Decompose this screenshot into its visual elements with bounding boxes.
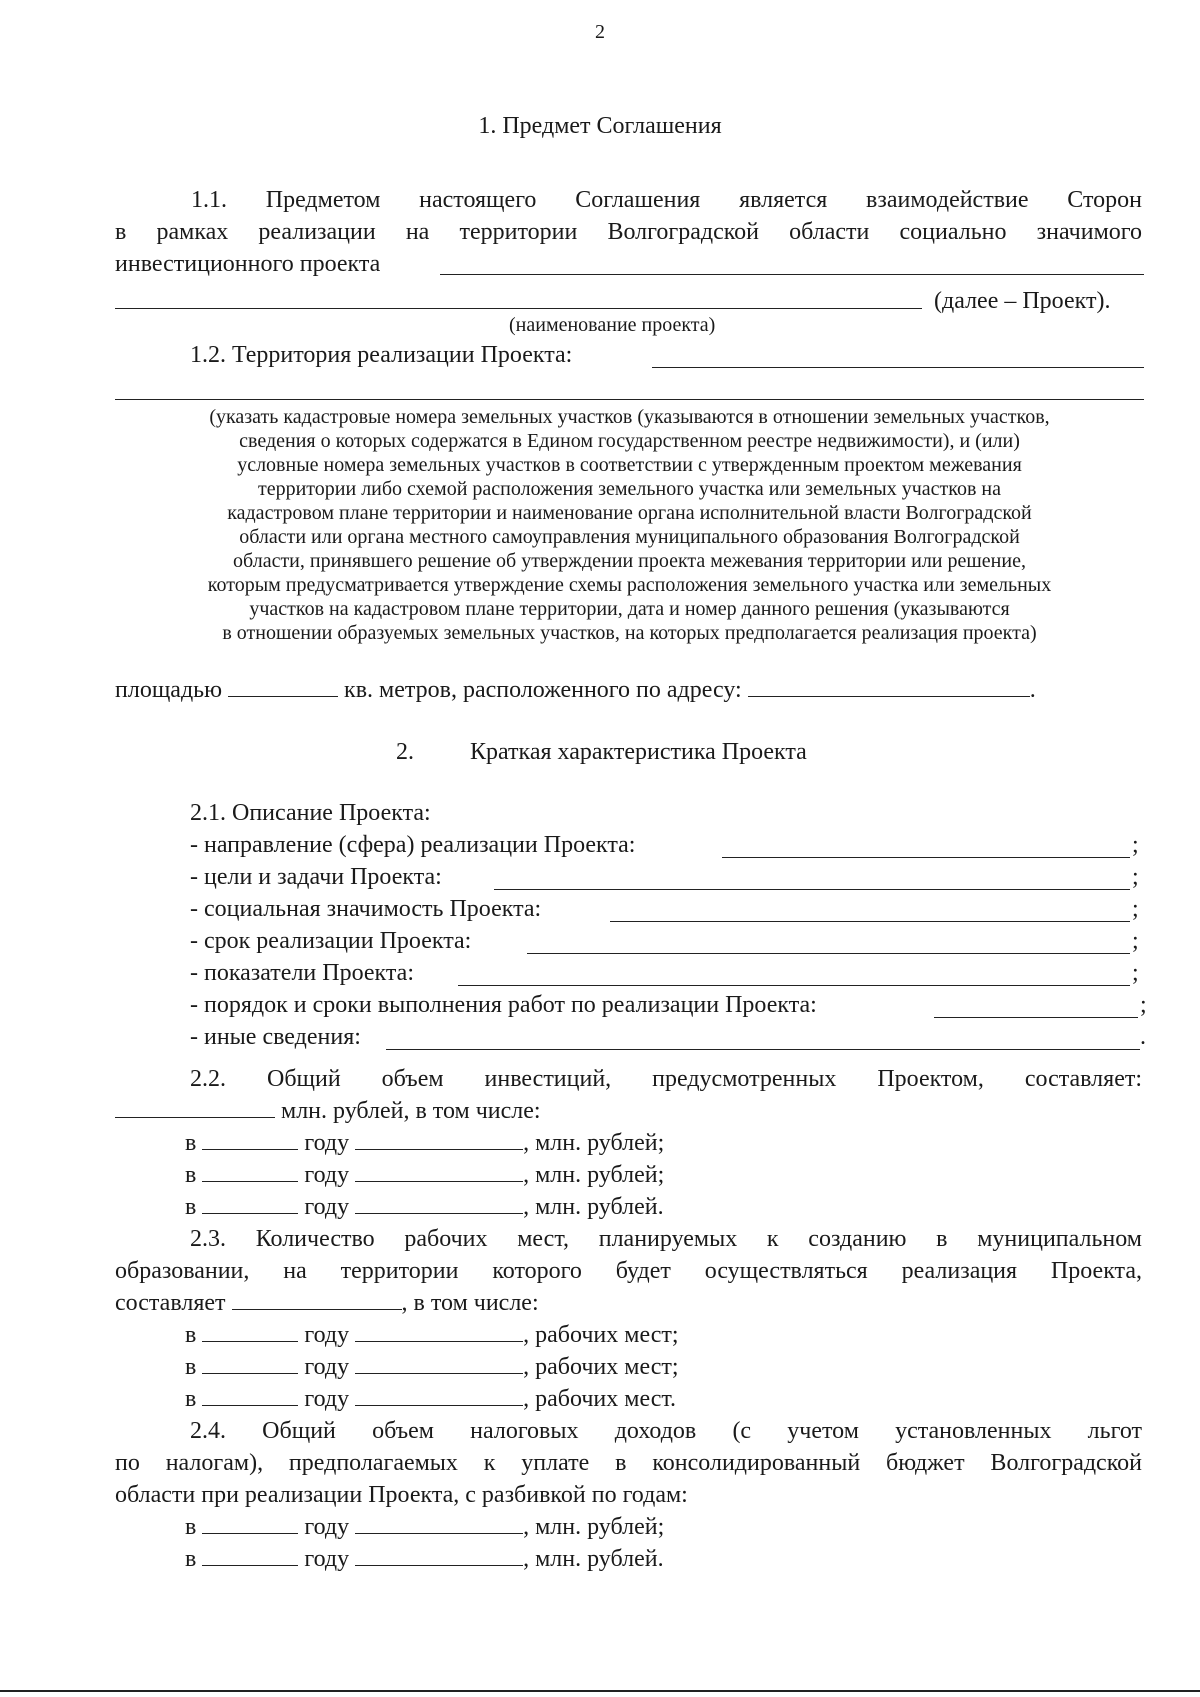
in-word: в	[185, 1386, 197, 1412]
item-end: ;	[1132, 928, 1139, 954]
in-word: в	[185, 1546, 197, 1572]
note-line: области или органа местного самоуправления муниципального образования Волгоградской	[239, 526, 1020, 548]
note-line: территории либо схемой расположения земельного участка или земельных участков на	[257, 478, 1001, 500]
amount-blank	[355, 1545, 523, 1566]
tax-suffix: , млн. рублей;	[523, 1514, 665, 1540]
year-blank	[202, 1129, 298, 1150]
p11-tail: (далее – Проект).	[934, 288, 1111, 314]
note-line: сведения о которых содержатся в Едином государственном реестре недвижимости), и (или)	[239, 430, 1020, 452]
area-line	[115, 676, 1036, 704]
p22-line1: 2.2. Общий объем инвестиций, предусмотренных Проектом, составляет:	[190, 1066, 1142, 1092]
page-number: 2	[595, 21, 605, 43]
jobs-year-row	[185, 1321, 679, 1349]
jobs-total-blank	[232, 1289, 402, 1310]
item-social: - социальная значимость Проекта:	[190, 896, 542, 922]
territory-blank-2	[115, 399, 1144, 400]
year-word: году	[304, 1386, 350, 1412]
jobs-suffix: , рабочих мест;	[523, 1354, 679, 1380]
amount-blank	[355, 1321, 523, 1342]
year-blank	[202, 1321, 298, 1342]
item-goals: - цели и задачи Проекта:	[190, 864, 442, 890]
amount-blank	[355, 1513, 523, 1534]
year-blank	[202, 1513, 298, 1534]
item-indicators-blank	[458, 985, 1130, 986]
project-name-blank-1	[440, 274, 1144, 275]
project-name-caption: (наименование проекта)	[509, 314, 716, 336]
item-end: ;	[1140, 992, 1147, 1018]
year-blank	[202, 1161, 298, 1182]
area-end: .	[1029, 677, 1036, 703]
p24-line1: 2.4. Общий объем налоговых доходов (с учетом установленных льгот	[190, 1418, 1142, 1444]
item-social-blank	[610, 921, 1130, 922]
note-line: условные номера земельных участков в соответствии с утвержденным проектом межевания	[237, 454, 1022, 476]
item-term-blank	[527, 953, 1130, 954]
year-blank	[202, 1353, 298, 1374]
area-blank	[228, 676, 338, 697]
p21-label: 2.1. Описание Проекта:	[190, 800, 431, 826]
item-goals-blank	[494, 889, 1130, 890]
area-prefix: площадью	[115, 677, 223, 703]
p11-line1: 1.1. Предметом настоящего Соглашения является взаимодействие Сторон	[191, 187, 1142, 213]
year-word: году	[304, 1354, 350, 1380]
amount-blank	[355, 1385, 523, 1406]
p23-line1: 2.3. Количество рабочих мест, планируемых к созданию в муниципальном	[190, 1226, 1142, 1252]
item-direction: - направление (сфера) реализации Проекта:	[190, 832, 636, 858]
area-mid: кв. метров, расположенного по адресу:	[344, 677, 742, 703]
year-blank	[202, 1545, 298, 1566]
amount-blank	[355, 1353, 523, 1374]
in-word: в	[185, 1514, 197, 1540]
in-word: в	[185, 1194, 197, 1220]
investment-total-blank	[115, 1097, 275, 1118]
invest-year-row	[185, 1161, 664, 1189]
jobs-suffix: , рабочих мест;	[523, 1322, 679, 1348]
year-word: году	[304, 1194, 350, 1220]
in-word: в	[185, 1130, 197, 1156]
rub-suffix: , млн. рублей.	[523, 1194, 664, 1220]
item-end: ;	[1132, 960, 1139, 986]
in-word: в	[185, 1322, 197, 1348]
amount-blank	[355, 1193, 523, 1214]
jobs-suffix: , рабочих мест.	[523, 1386, 677, 1412]
year-blank	[202, 1193, 298, 1214]
rub-suffix: , млн. рублей;	[523, 1130, 665, 1156]
territory-note	[115, 405, 1144, 645]
item-schedule: - порядок и сроки выполнения работ по реализации Проекта:	[190, 992, 817, 1018]
territory-blank-1	[652, 367, 1144, 368]
item-term: - срок реализации Проекта:	[190, 928, 472, 954]
section2-number: 2.	[396, 739, 414, 765]
year-word: году	[304, 1162, 350, 1188]
project-name-blank-2	[115, 308, 922, 309]
year-word: году	[304, 1322, 350, 1348]
item-other: - иные сведения:	[190, 1024, 361, 1050]
item-end: ;	[1132, 896, 1139, 922]
note-line: кадастровом плане территории и наименование органа исполнительной власти Волгоградской	[227, 502, 1032, 524]
p24-line2: по налогам), предполагаемых к уплате в консолидированный бюджет Волгоградской	[115, 1450, 1142, 1476]
invest-year-row	[185, 1193, 664, 1221]
item-direction-blank	[722, 857, 1130, 858]
tax-year-row	[185, 1545, 664, 1573]
amount-blank	[355, 1161, 523, 1182]
p23-line2: образовании, на территории которого будет осуществляться реализация Проекта,	[115, 1258, 1142, 1284]
tax-suffix: , млн. рублей.	[523, 1546, 664, 1572]
note-line: в отношении образуемых земельных участков, на которых предполагается реализация проекта)	[222, 622, 1037, 644]
p22-line2	[115, 1097, 541, 1125]
item-end: ;	[1132, 864, 1139, 890]
scan-bottom-edge	[0, 1690, 1200, 1692]
item-other-blank	[386, 1049, 1140, 1050]
rub-suffix: , млн. рублей;	[523, 1162, 665, 1188]
p22-line2-text: млн. рублей, в том числе:	[281, 1098, 541, 1124]
address-blank	[748, 676, 1030, 697]
p11-line3: инвестиционного проекта	[115, 251, 381, 277]
p12-label: 1.2. Территория реализации Проекта:	[190, 342, 573, 368]
note-line: которым предусматривается утверждение схемы расположения земельного участка или земельных	[207, 574, 1052, 596]
item-schedule-blank	[934, 1017, 1138, 1018]
year-word: году	[304, 1546, 350, 1572]
year-word: году	[304, 1130, 350, 1156]
jobs-year-row	[185, 1353, 679, 1381]
p23-line3	[115, 1289, 539, 1317]
tax-year-row	[185, 1513, 664, 1541]
in-word: в	[185, 1162, 197, 1188]
p23-line3-end: , в том числе:	[401, 1290, 539, 1316]
section2-title: Краткая характеристика Проекта	[470, 739, 807, 765]
year-word: году	[304, 1514, 350, 1540]
jobs-year-row	[185, 1385, 676, 1413]
invest-year-row	[185, 1129, 664, 1157]
note-line: участков на кадастровом плане территории, дата и номер данного решения (указываются	[249, 598, 1010, 620]
note-line: области, принявшего решение об утверждении проекта межевания территории или решение,	[233, 550, 1026, 572]
section1-title: 1. Предмет Соглашения	[478, 113, 722, 139]
item-indicators: - показатели Проекта:	[190, 960, 414, 986]
p23-line3-start: составляет	[115, 1290, 226, 1316]
item-end: ;	[1132, 832, 1139, 858]
year-blank	[202, 1385, 298, 1406]
note-line: (указать кадастровые номера земельных участков (указываются в отношении земельных участков,	[209, 406, 1050, 428]
item-end: .	[1140, 1024, 1146, 1050]
p24-line3: области при реализации Проекта, с разбивкой по годам:	[115, 1482, 688, 1508]
p11-line2: в рамках реализации на территории Волгоградской области социально значимого	[115, 219, 1142, 245]
amount-blank	[355, 1129, 523, 1150]
in-word: в	[185, 1354, 197, 1380]
